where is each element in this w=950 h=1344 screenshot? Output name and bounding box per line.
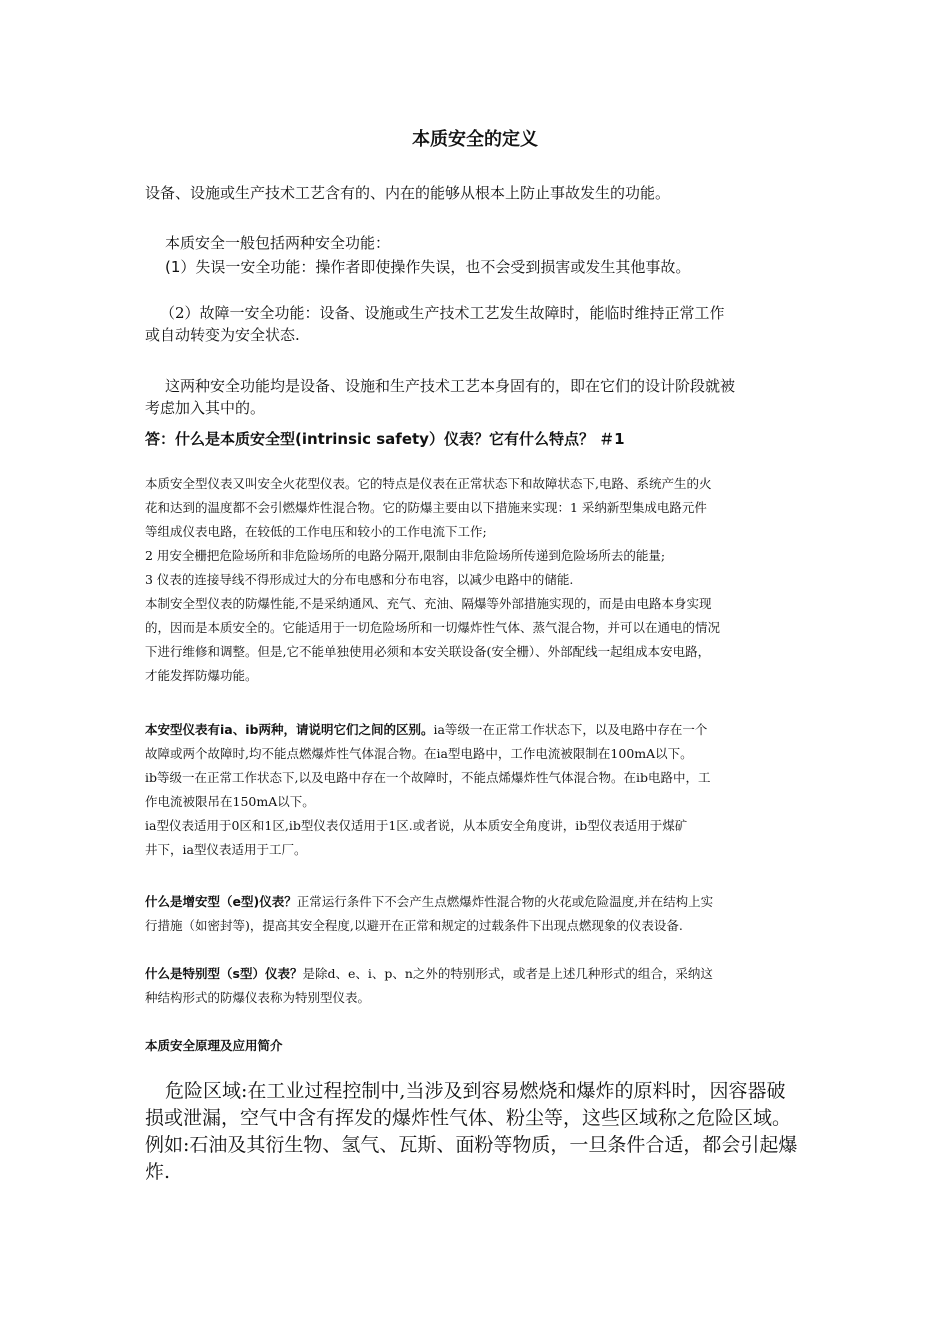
- hazard-line: 危险区域:在工业过程控制中,当涉及到容易燃烧和爆炸的原料时，因容器破: [165, 1080, 786, 1102]
- instrument-paragraph: [145, 472, 810, 688]
- ia-ib-line: [145, 718, 810, 742]
- ia-ib-line: ib等级一在正常工作状态下,以及电路中存在一个故障时，不能点烯爆炸性气体混合物。在ib电路中，工: [145, 770, 711, 785]
- ia-ib-line: 作电流被限吊在150mA以下。: [145, 794, 315, 809]
- functions-summary: [145, 375, 810, 419]
- instrument-line: 本质安全型仪表又叫安全火花型仪表。它的特点是仪表在正常状态下和故障状态下,电路、系统产生的火: [145, 476, 712, 491]
- principle-heading: [145, 1034, 810, 1058]
- hazard-line: 例如:石油及其衍生物、氢气、瓦斯、面粉等物质，一旦条件合适，都会引起爆: [145, 1134, 798, 1156]
- hazard-paragraph: [145, 1078, 810, 1186]
- answer-heading: 答：什么是本质安全型(intrinsic safety）仪表？它有什么特点？ ＃1: [145, 430, 625, 448]
- function-item-2-line-2: 或自动转变为安全状态.: [145, 326, 300, 344]
- hazard-line: 损或泄漏，空气中含有挥发的爆炸性气体、粉尘等，这些区域称之危险区域。: [145, 1107, 792, 1129]
- s-type-line-1-rest: 是除d、e、i、p、n之外的特别形式，或者是上述几种形式的组合，采纳这: [302, 966, 713, 981]
- function-item-1: (1）失误一安全功能：操作者即使操作失误，也不会受到损害或发生其他事故。: [165, 258, 691, 276]
- instrument-line: 花和达到的温度都不会引燃爆炸性混合物。它的防爆主要由以下措施来实现：1 采纳新型集成电路元件: [145, 500, 707, 515]
- principle-heading-text: 本质安全原理及应用简介: [145, 1038, 283, 1053]
- ia-ib-paragraph: [145, 718, 810, 862]
- e-type-line: 行措施（如密封等)，提高其安全程度,以避开在正常和规定的过载条件下出现点燃现象的仪表设备.: [145, 918, 683, 933]
- functions-intro: 本质安全一般包括两种安全功能：: [165, 234, 391, 252]
- s-type-line: 种结构形式的防爆仪表称为特别型仪表。: [145, 990, 371, 1005]
- ia-ib-line: 故障或两个故障时,均不能点燃爆炸性气体混合物。在ia型电路中，工作电流被限制在100mA以下。: [145, 746, 693, 761]
- ia-ib-question: 本安型仪表有ia、ib两种，请说明它们之间的区别。: [145, 722, 434, 737]
- instrument-line: 才能发挥防爆功能。: [145, 668, 258, 683]
- definition-paragraph: 设备、设施或生产技术工艺含有的、内在的能够从根本上防止事故发生的功能。: [145, 184, 671, 202]
- s-type-line: [145, 962, 810, 986]
- s-type-paragraph: [145, 962, 810, 1010]
- function-item-2-line-1: （2）故障一安全功能：设备、设施或生产技术工艺发生故障时，能临时维持正常工作: [160, 304, 725, 322]
- e-type-paragraph: [145, 890, 810, 938]
- instrument-line: 3 仪表的连接导线不得形成过大的分布电感和分布电容，以减少电路中的储能.: [145, 572, 574, 587]
- functions-summary-line-2: 考虑加入其中的。: [145, 399, 266, 417]
- page-title: 本质安全的定义: [412, 129, 538, 150]
- ia-ib-line: 井下，ia型仪表适用于工厂。: [145, 842, 307, 857]
- function-item-2: [145, 302, 810, 346]
- e-type-question: 什么是增安型（e型)仪表？: [145, 894, 297, 909]
- instrument-line: 的，因而是本质安全的。它能适用于一切危险场所和一切爆炸性气体、蒸气混合物，并可以在通电的情况: [145, 620, 721, 635]
- functions-summary-line-1: 这两种安全功能均是设备、设施和生产技术工艺本身固有的，即在它们的设计阶段就被: [165, 377, 736, 395]
- instrument-line: 等组成仪表电路，在较低的工作电压和较小的工作电流下工作;: [145, 524, 487, 539]
- ia-ib-line-1-rest: ia等级一在正常工作状态下，以及电路中存在一个: [433, 722, 708, 737]
- instrument-line: 下进行维修和调整。但是,它不能单独使用必须和本安关联设备(安全栅）、外部配线一起组成本安电路，: [145, 644, 711, 659]
- instrument-line: 本制安全型仪表的防爆性能,不是采纳通风、充气、充油、隔爆等外部措施实现的，而是由电路本身实现: [145, 596, 712, 611]
- e-type-line: [145, 890, 810, 914]
- ia-ib-line: ia型仪表适用于0区和1区,ib型仪表仅适用于1区.或者说，从本质安全角度讲，ib型仪表适用于煤矿: [145, 818, 688, 833]
- hazard-line: 炸.: [145, 1161, 171, 1183]
- e-type-line-1-rest: 正常运行条件下不会产生点燃爆炸性混合物的火花或危险温度,并在结构上实: [296, 894, 714, 909]
- instrument-line: 2 用安全栅把危险场所和非危险场所的电路分隔开,限制由非危险场所传递到危险场所去的能量;: [145, 548, 666, 563]
- s-type-question: 什么是特别型（s型）仪表？: [145, 966, 303, 981]
